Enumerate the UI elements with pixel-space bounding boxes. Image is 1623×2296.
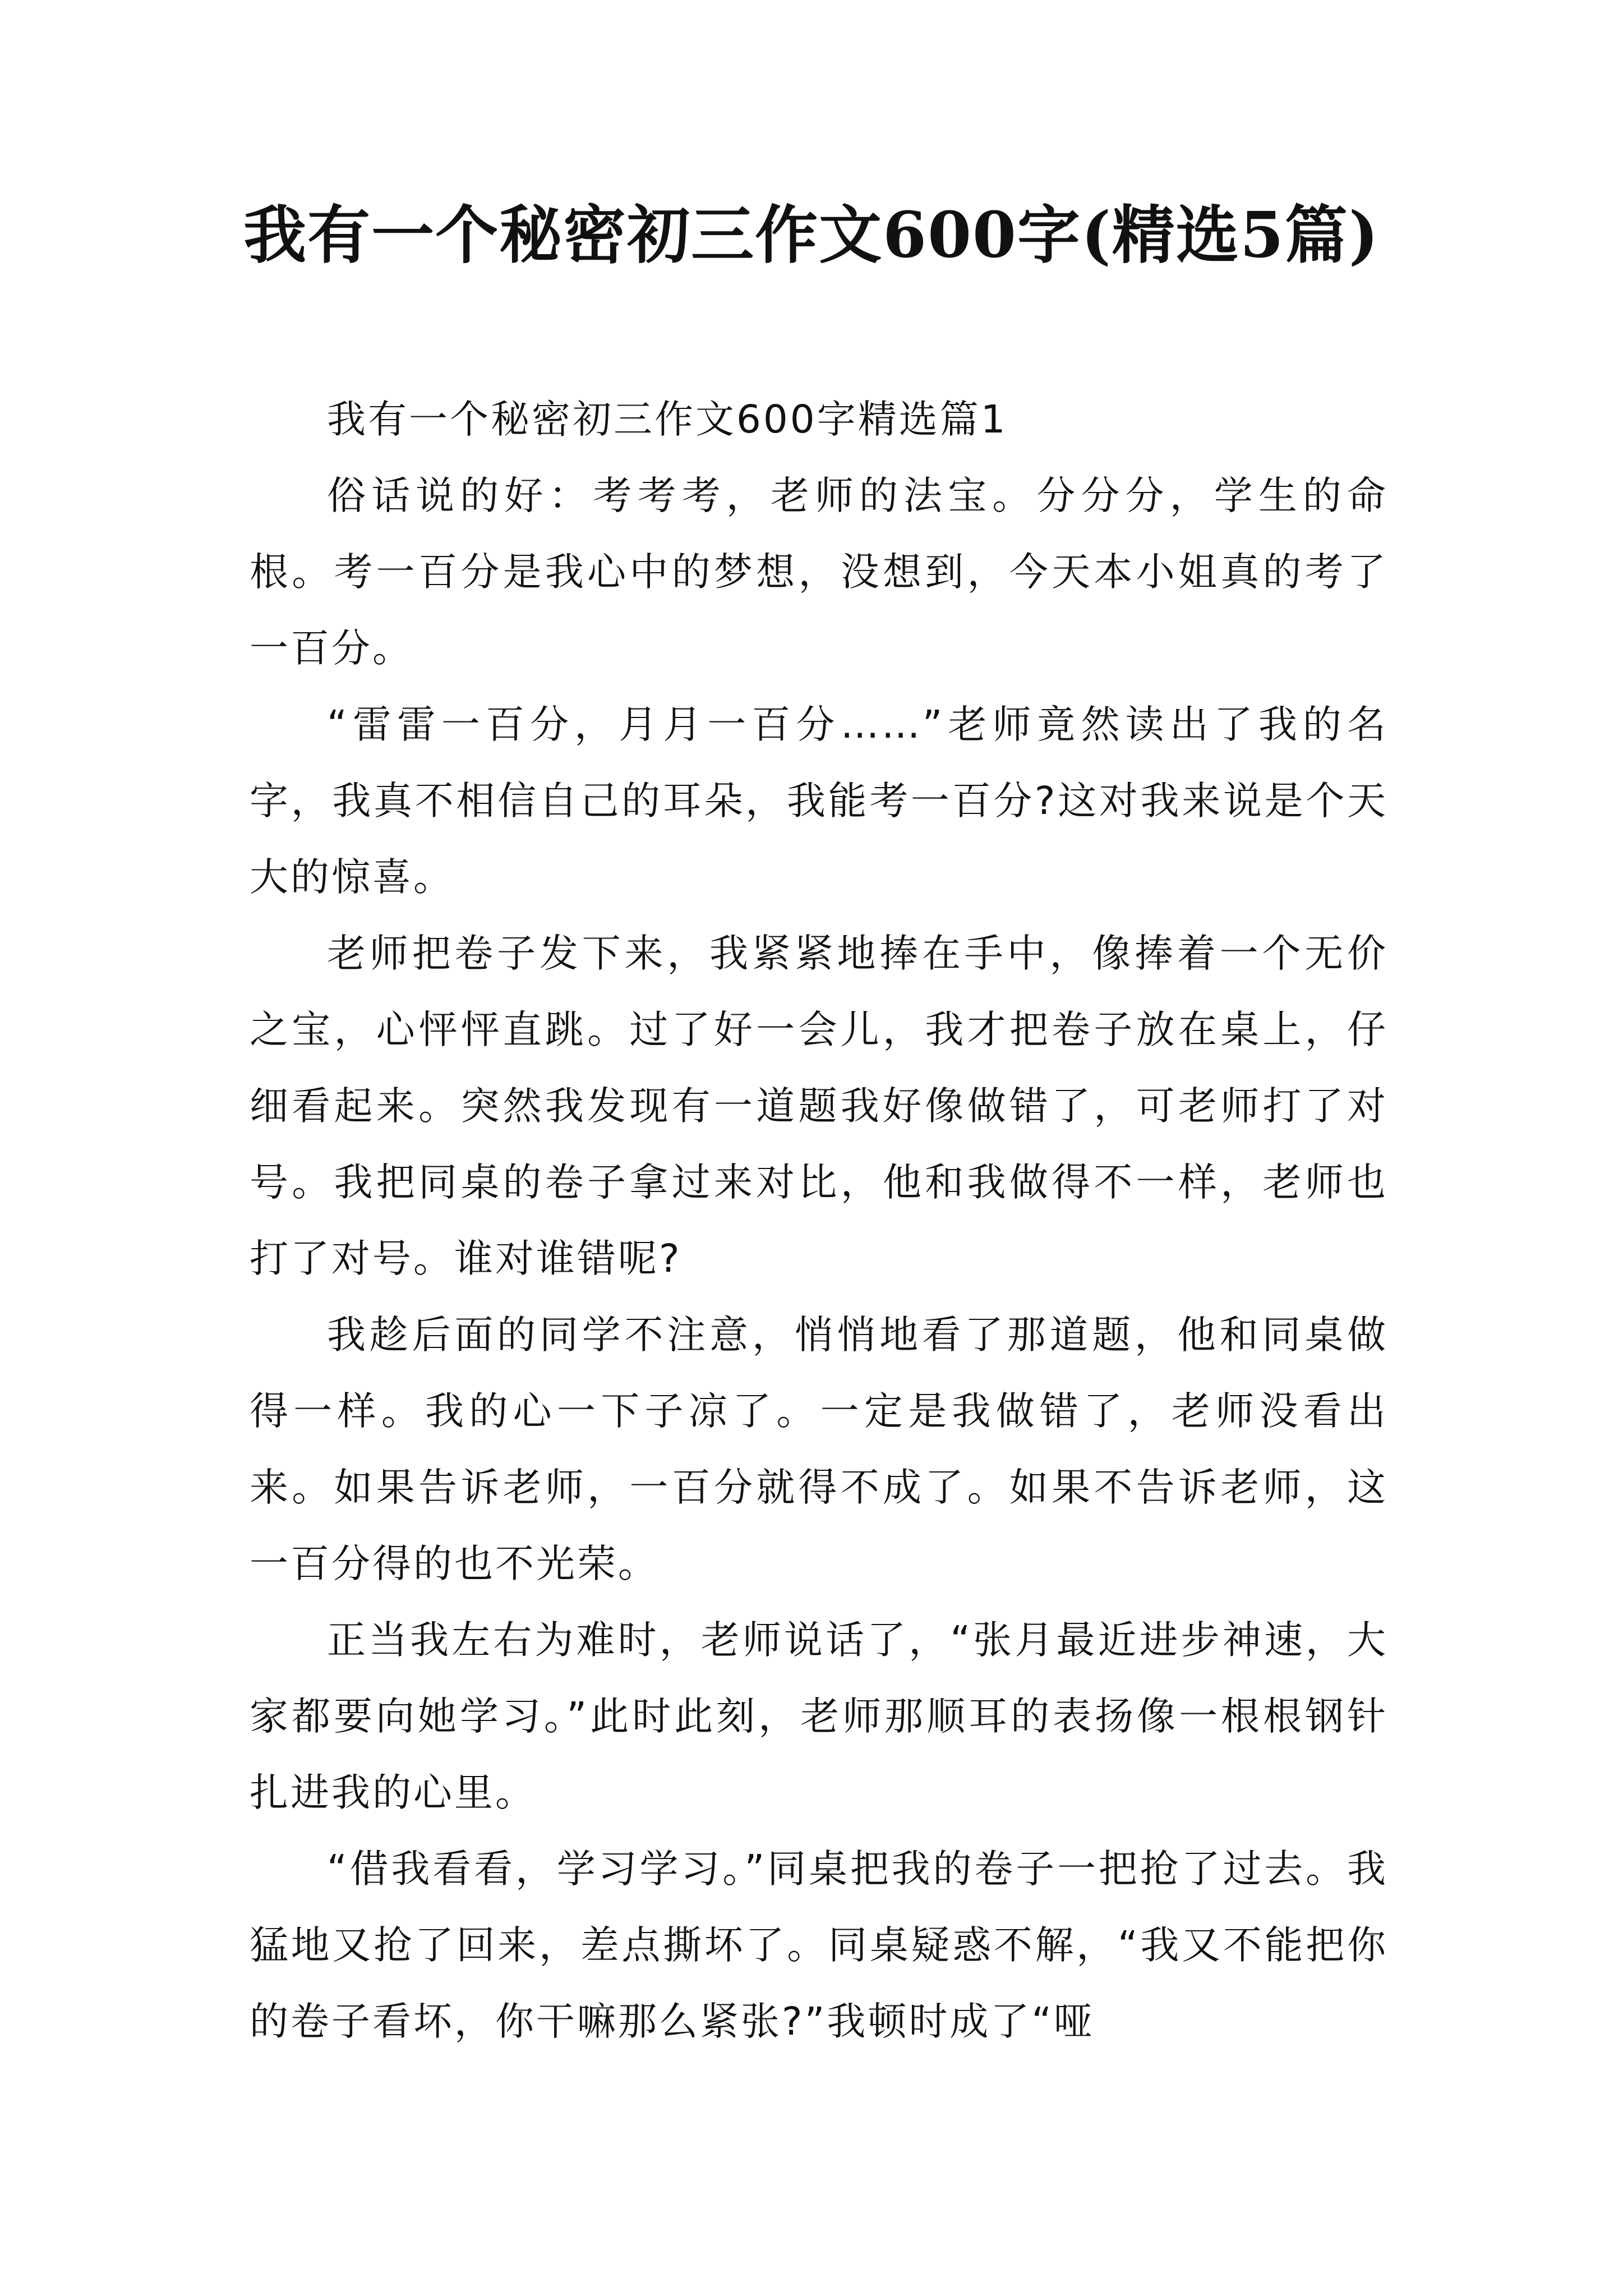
paragraph: 俗话说的好：考考考，老师的法宝。分分分，学生的命根。考一百分是我心中的梦想，没想到，今天本小姐真的考了一百分。 bbox=[250, 473, 1388, 671]
paragraph: 我趁后面的同学不注意，悄悄地看了那道题，他和同桌做得一样。我的心一下子凉了。一定是我做错了，老师没看出来。如果告诉老师，一百分就得不成了。如果不告诉老师，这一百分得的也不光荣。 bbox=[250, 1313, 1388, 1586]
paragraph: 老师把卷子发下来，我紧紧地捧在手中，像捧着一个无价之宝，心怦怦直跳。过了好一会儿，我才把卷子放在桌上，仔细看起来。突然我发现有一道题我好像做错了，可老师打了对号。我把同桌的卷子拿过来对比，他和我做得不一样，老师也打了对号。谁对谁错呢? bbox=[250, 931, 1388, 1281]
paragraph: “借我看看，学习学习。”同桌把我的卷子一把抢了过去。我猛地又抢了回来，差点撕坏了。同桌疑惑不解，“我又不能把你的卷子看坏，你干嘛那么紧张?”我顿时成了“哑 bbox=[250, 1847, 1388, 2044]
section-heading: 我有一个秘密初三作文600字精选篇1 bbox=[327, 397, 1008, 442]
document-body bbox=[250, 381, 1388, 2060]
paragraph: 正当我左右为难时，老师说话了，“张月最近进步神速，大家都要向她学习。”此时此刻，老师那顺耳的表扬像一根根钢针扎进我的心里。 bbox=[250, 1618, 1388, 1815]
paragraph: “雷雷一百分，月月一百分……”老师竟然读出了我的名字，我真不相信自己的耳朵，我能考一百分?这对我来说是个天大的惊喜。 bbox=[250, 702, 1388, 900]
document-title: 我有一个秘密初三作文600字(精选5篇) bbox=[243, 199, 1380, 272]
